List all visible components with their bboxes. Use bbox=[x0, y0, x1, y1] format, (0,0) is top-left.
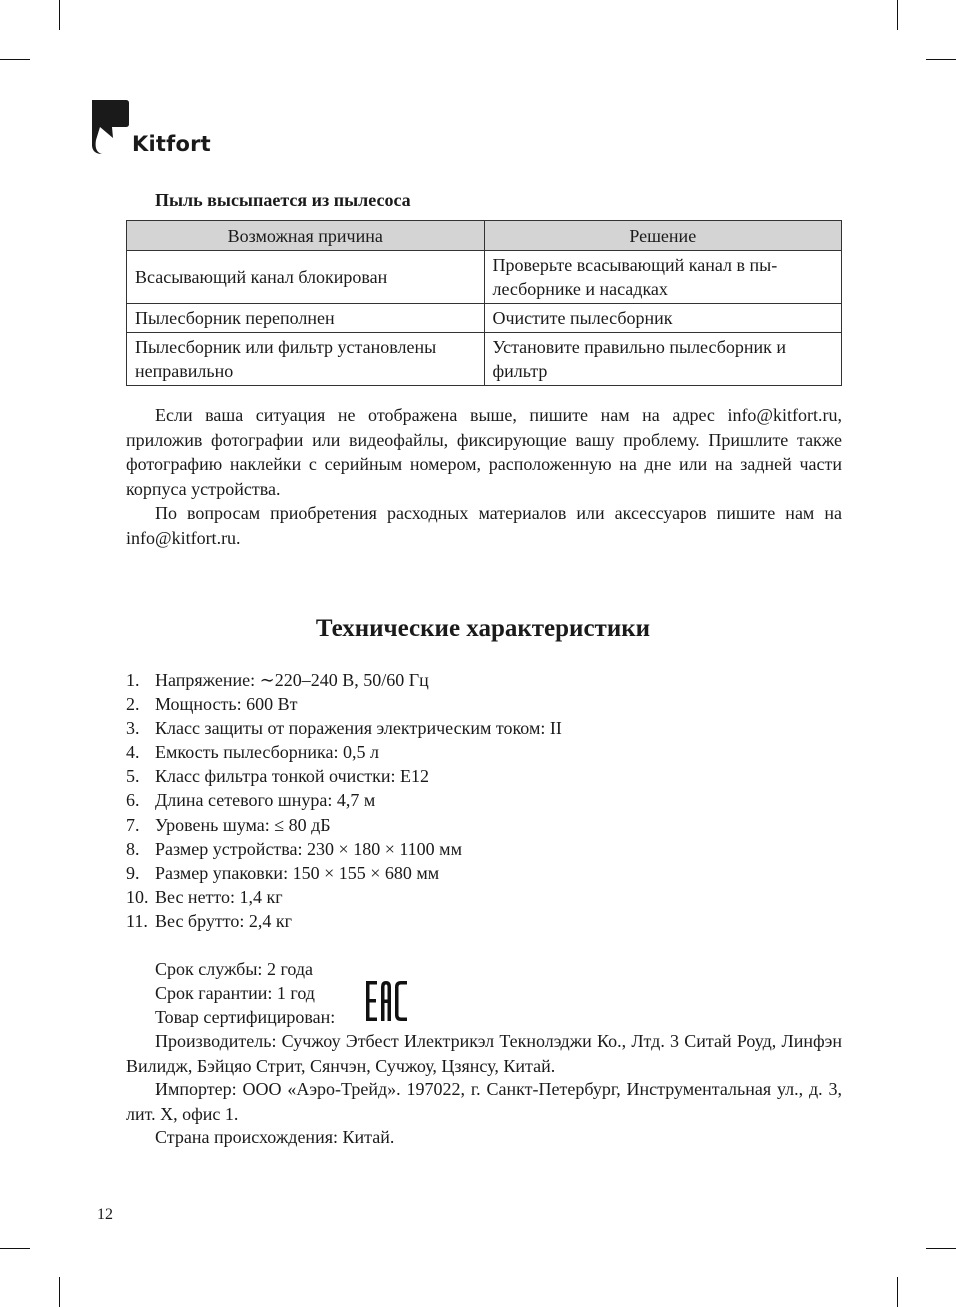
specs-list bbox=[126, 668, 562, 933]
kitfort-logo-icon bbox=[92, 100, 130, 154]
list-item: 1. Напряжение: ∼220–240 В, 50/60 Гц bbox=[126, 670, 429, 690]
brand-name: Kitfort bbox=[132, 132, 211, 156]
list-item: 9. Размер упаковки: 150 × 155 × 680 мм bbox=[126, 862, 440, 883]
cause-cell: Пылесборник переполнен bbox=[127, 304, 485, 333]
troubleshooting-table bbox=[126, 220, 842, 386]
list-item: 5. Класс фильтра тонкой очистки: E12 bbox=[126, 766, 430, 787]
crop-mark bbox=[926, 59, 956, 60]
crop-mark bbox=[897, 1277, 898, 1307]
cause-cell: Всасывающий канал блокирован bbox=[127, 251, 485, 304]
list-item: 7. Уровень шума: ≤ 80 дБ bbox=[126, 814, 331, 835]
table-row bbox=[127, 251, 842, 304]
table-header-row bbox=[127, 221, 842, 251]
list-item: 11. Вес брутто: 2,4 кг bbox=[126, 910, 292, 931]
solution-cell: Очистите пылесборник bbox=[484, 304, 842, 333]
crop-mark bbox=[0, 59, 30, 60]
manufacturer: Производитель: Сучжоу Этбест Илектрикэл Текнолэджи Ко., Лтд. 3 Ситай Роуд, Линфэн Вилидж, Бэйцяо Стрит, Сянчэн, Сучжоу, Цзянсу, Китай. bbox=[126, 1031, 842, 1076]
header-cause: Возможная причина bbox=[127, 221, 485, 251]
crop-mark bbox=[59, 1277, 60, 1307]
list-item: 3. Класс защиты от поражения электрическим током: II bbox=[126, 718, 562, 739]
specs-heading: Технические характеристики bbox=[315, 615, 651, 642]
country-of-origin: Страна происхождения: Китай. bbox=[155, 1127, 395, 1147]
table-row bbox=[127, 304, 842, 333]
crop-mark bbox=[897, 0, 898, 30]
certified-label: Товар сертифицирован: bbox=[155, 1007, 336, 1027]
list-item: 6. Длина сетевого шнура: 4,7 м bbox=[126, 790, 376, 811]
importer: Импортер: ООО «Аэро-Трейд». 197022, г. Санкт-Петербург, Инструментальная ул., д. 3, лит. Х, офис 1. bbox=[126, 1079, 842, 1124]
crop-mark bbox=[0, 1248, 30, 1249]
list-item: 2. Мощность: 600 Вт bbox=[126, 694, 298, 715]
solution-cell: Установите правильно пылесборник и фильтр bbox=[484, 333, 842, 386]
cause-cell: Пылесборник или фильтр установлены неправильно bbox=[127, 333, 485, 386]
eac-certification-mark bbox=[366, 981, 408, 1026]
accessories-paragraph: По вопросам приобретения расходных материалов или аксессуаров пишите нам на info@kitfort.ru. bbox=[126, 503, 842, 548]
service-life: Срок службы: 2 года bbox=[155, 959, 314, 979]
table-row bbox=[127, 333, 842, 386]
solution-cell: Проверьте всасывающий канал в пы-лесборнике и насадках bbox=[484, 251, 842, 304]
warranty: Срок гарантии: 1 год bbox=[155, 983, 315, 1003]
troubleshooting-title: Пыль высыпается из пылесоса bbox=[155, 190, 411, 210]
list-item: 8. Размер устройства: 230 × 180 × 1100 мм bbox=[126, 838, 462, 859]
brand-logo bbox=[92, 100, 211, 154]
crop-mark bbox=[59, 0, 60, 30]
eac-icon bbox=[366, 981, 408, 1021]
list-item: 4. Емкость пылесборника: 0,5 л bbox=[126, 742, 379, 763]
page-number: 12 bbox=[97, 1206, 113, 1223]
crop-mark bbox=[926, 1248, 956, 1249]
header-solution: Решение bbox=[484, 221, 842, 251]
list-item: 10. Вес нетто: 1,4 кг bbox=[126, 886, 283, 907]
contact-paragraph: Если ваша ситуация не отображена выше, пишите нам на адрес info@kitfort.ru, приложив фотографии или видеофайлы, фиксирующие вашу проблему. Пришлите также фотографию наклейки с серийным номером, расположенную на дне или на задней части корпуса устройства. bbox=[126, 405, 842, 499]
